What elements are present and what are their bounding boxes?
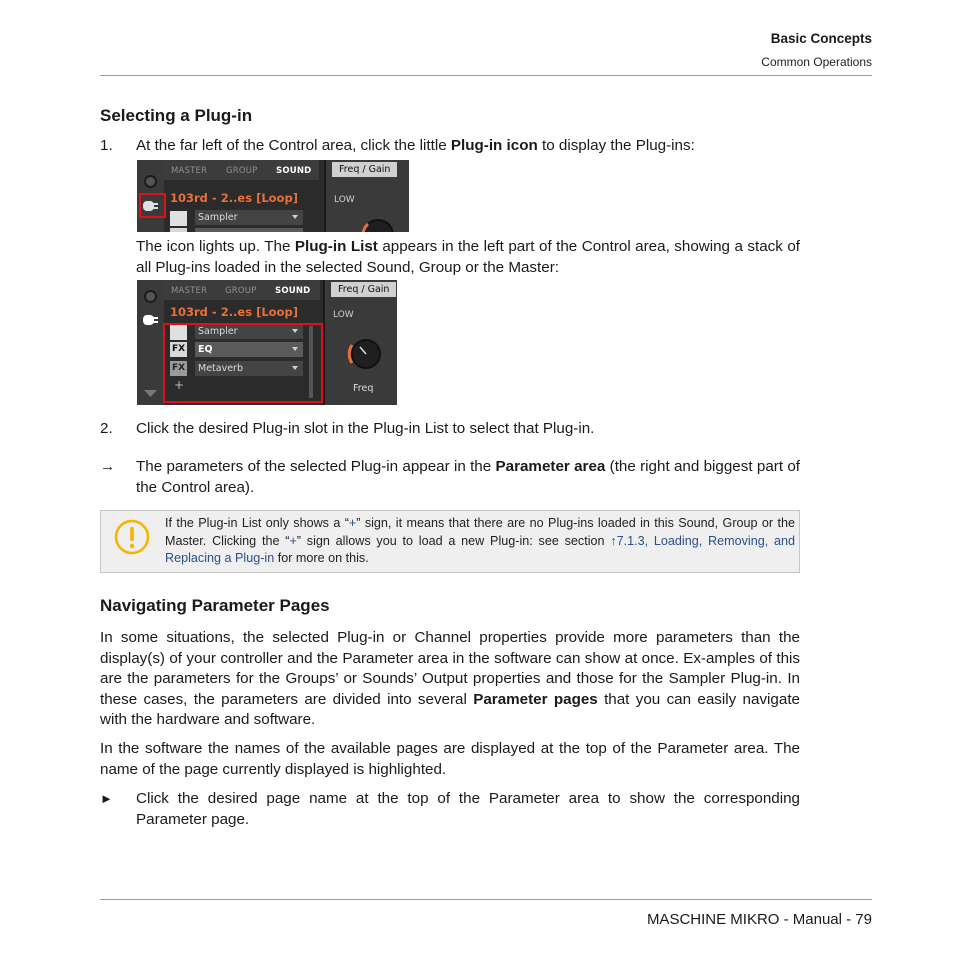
paragraph-page-names: In the software the names of the available pages are displayed at the top of the Parameter area. The name of the page currently displayed is highlighted. — [100, 740, 800, 778]
tab-group: GROUP — [225, 286, 257, 296]
footer-rule — [100, 899, 872, 900]
scroll-down-icon — [143, 388, 158, 398]
action-text: Click the desired page name at the top of the Parameter area to show the corresponding Parameter page. — [136, 790, 800, 828]
slot-eq: EQ — [195, 342, 303, 357]
fx-icon: FX — [170, 342, 187, 357]
plugin-icon — [143, 315, 158, 325]
knob-label: Freq — [353, 383, 374, 394]
fx-icon: FX — [170, 361, 187, 376]
sound-name: 103rd - 2..es [Loop] — [170, 305, 298, 319]
slot-eq — [195, 228, 303, 232]
bullet-icon: ► — [100, 791, 113, 806]
sound-name: 103rd - 2..es [Loop] — [170, 191, 298, 205]
heading-selecting-plugin: Selecting a Plug-in — [100, 106, 253, 125]
highlight-box — [163, 323, 323, 403]
add-plugin-sign: + — [174, 378, 185, 392]
band-label: LOW — [334, 195, 355, 205]
slot-sampler: Sampler — [195, 324, 303, 339]
plugin-list-description: The icon lights up. The Plug-in List appears in the left part of the Control area, showing a stack of all Plug-ins loaded in the selected Sound, Group or the Master: — [136, 238, 800, 276]
keys-icon — [170, 211, 187, 226]
step1-text: At the far left of the Control area, click the little Plug-in icon to display the Plug-ins: — [136, 137, 695, 154]
page-button: Freq / Gain — [331, 282, 396, 297]
slot-metaverb: Metaverb — [195, 361, 303, 376]
step2-text: Click the desired Plug-in slot in the Plug-in List to select that Plug-in. — [136, 420, 595, 437]
step-number: 1. — [100, 137, 113, 154]
record-icon — [144, 290, 157, 303]
page-button: Freq / Gain — [332, 162, 397, 177]
tab-master: MASTER — [171, 286, 208, 296]
band-label: LOW — [333, 310, 354, 320]
step-number: 2. — [100, 420, 113, 437]
heading-navigating-pages: Navigating Parameter Pages — [100, 596, 330, 615]
chapter-title: Basic Concepts — [770, 31, 872, 46]
knob-icon — [356, 215, 396, 232]
slot-sampler: Sampler — [195, 210, 303, 225]
section-title: Common Operations — [761, 55, 872, 69]
record-icon — [144, 175, 157, 188]
header-rule — [100, 75, 872, 76]
note-text: If the Plug-in List only shows a “+” sign, it means that there are no Plug-ins loaded in this Sound, Group or the Master. Clicking the “+” sign allows you to load a new Plug-in: see section ↑7.1.3, Loading, Removing, and Replacing a Plug-in for more on this. — [165, 516, 795, 565]
plugin-list-screenshot — [137, 280, 397, 405]
paragraph-parameter-pages: In some situations, the selected Plug-in or Channel properties provide more parameters than the display(s) of your controller and the Parameter area in the software can show at once. Ex-amples of this are the parameters for the Groups’ or Sounds’ Output properties and those for the Sampler Plug-in. In these cases, the parameters are divided into several Parameter pages that you can easily navigate with the hardware and software. — [100, 629, 800, 728]
knob-icon — [343, 335, 383, 375]
tab-sound: SOUND — [275, 286, 311, 296]
section-link[interactable]: ↑7.1.3, Loading, Removing, and Replacing a Plug-in — [165, 533, 795, 565]
result-arrow: → — [100, 458, 116, 475]
note-callout — [100, 510, 800, 573]
exclamation-icon — [114, 519, 150, 555]
tab-master: MASTER — [171, 166, 208, 176]
footer-page-label: MASCHINE MIKRO - Manual - 79 — [646, 911, 872, 928]
tab-sound: SOUND — [276, 166, 312, 176]
plugin-icon-screenshot — [137, 160, 409, 232]
tab-group: GROUP — [226, 166, 258, 176]
result-text: The parameters of the selected Plug-in appear in the Parameter area (the right and biggest part of the Control area). — [136, 458, 800, 496]
highlight-box — [139, 193, 166, 218]
fx-icon — [170, 228, 187, 232]
